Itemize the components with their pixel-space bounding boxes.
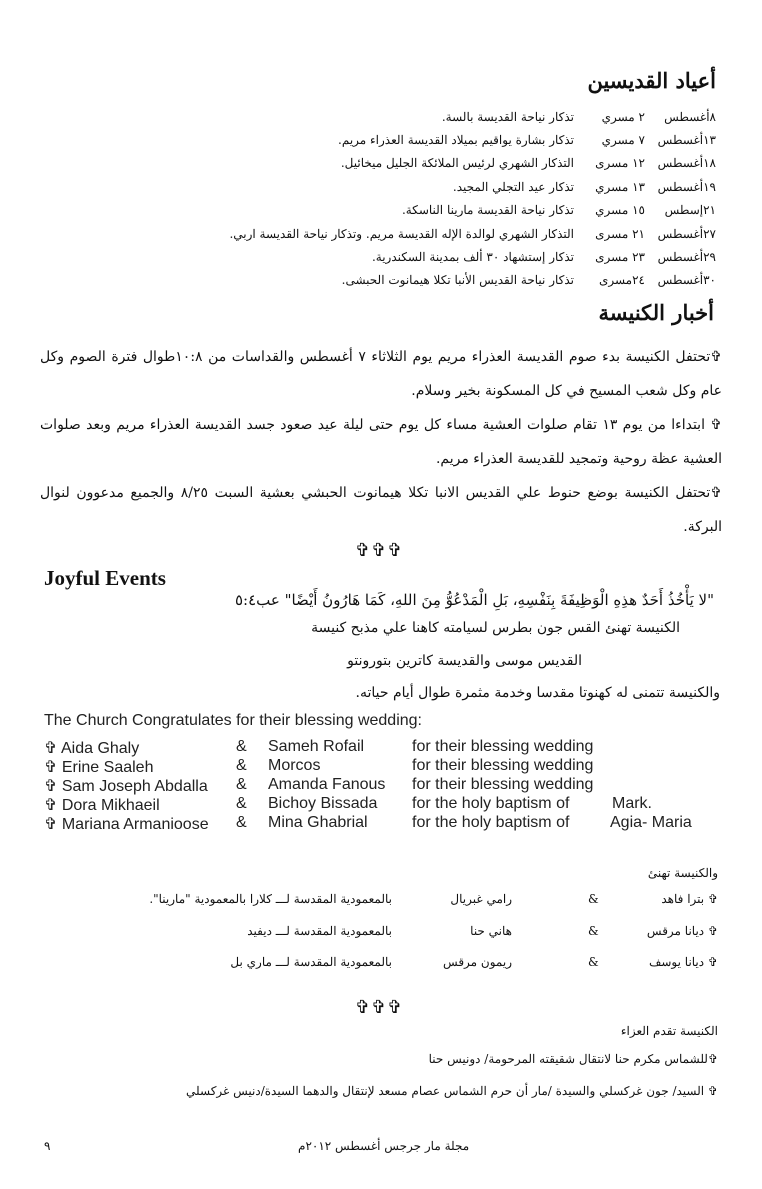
crosses-divider: ✞✞✞ [355, 540, 404, 561]
congrats-name-2: Morcos [268, 757, 321, 774]
ordination-line: القديس موسى والقديسة كاترين بتورونتو [347, 653, 582, 669]
ar-congrats-name-2: هاني حنا [470, 924, 512, 938]
congrats-child: Mark. [612, 795, 652, 812]
feast-event: تذكار عيد التجلي المجيد. [452, 180, 574, 194]
cross-icon: ✞ [704, 417, 723, 433]
feast-coptic-date: ٢ مسري [601, 110, 645, 124]
ampersand: & [588, 924, 599, 938]
cross-icon: ✞ [710, 485, 722, 501]
feast-gregorian-date: ٢٧أغسطس [657, 227, 716, 241]
congrats-occasion: for their blessing wedding [412, 776, 594, 793]
congrats-name-2: Mina Ghabrial [268, 814, 368, 831]
congrats-occasion: for their blessing wedding [412, 738, 594, 755]
ampersand: & [236, 795, 247, 812]
condolence-title: الكنيسة تقدم العزاء [620, 1024, 718, 1038]
feast-gregorian-date: ٢٩أغسطس [657, 250, 716, 264]
congrats-child: Agia- Maria [610, 814, 692, 831]
congrats-occasion: for the holy baptism of [412, 795, 570, 812]
feast-coptic-date: ١٢ مسرى [595, 156, 645, 170]
news-item [40, 340, 722, 408]
ampersand: & [236, 776, 247, 793]
feast-gregorian-date: ١٣أغسطس [657, 133, 716, 147]
feast-gregorian-date: ١٩أغسطس [657, 180, 716, 194]
ar-congrats-name-1: ✞ بترا فاهد [661, 892, 718, 906]
ordination-line: الكنيسة تهنئ القس جون بطرس لسيامته كاهنا علي مذبح كنيسة [311, 620, 680, 636]
news-item [40, 408, 722, 476]
feast-gregorian-date: ٢١إسطس [664, 203, 716, 217]
congrats-name-1: ✞ Mariana Armanioose [44, 816, 209, 833]
ar-congrats-occasion: بالمعمودية المقدسة لـــ ماري بل [230, 955, 392, 969]
news-title: أخبار الكنيسة [598, 300, 714, 325]
ampersand: & [588, 955, 599, 969]
crosses-divider: ✞✞✞ [355, 997, 404, 1018]
ar-congrats-occasion: بالمعمودية المقدسة لـــ كلارا بالمعمودية "مارينا". [149, 892, 392, 906]
feast-coptic-date: ١٥ مسري [595, 203, 645, 217]
ampersand: & [236, 814, 247, 831]
congrats-occasion: for their blessing wedding [412, 757, 594, 774]
page-number: ٩ [44, 1139, 51, 1153]
joyful-title: Joyful Events [44, 566, 166, 590]
condolence-item: ✞ السيد/ جون غركسلي والسيدة /مار أن حرم الشماس عصام مسعد لإنتقال والدهما السيدة/دنيس غركسلي [186, 1084, 718, 1098]
feast-coptic-date: ٢٣ مسرى [595, 250, 645, 264]
cross-icon: ✞ [710, 349, 722, 365]
congrats-occasion: for the holy baptism of [412, 814, 570, 831]
feasts-title: أعياد القديسين [587, 68, 716, 93]
ar-congrats-name-1: ✞ ديانا يوسف [648, 955, 718, 969]
congrats-name-1: ✞ Erine Saaleh [44, 759, 154, 776]
news-item [40, 476, 722, 544]
congrats-name-2: Sameh Rofail [268, 738, 365, 755]
feast-gregorian-date: ١٨أغسطس [657, 156, 716, 170]
verse: "لا يَأْخُذُ أَحَدٌ هذِهِ الْوَظِيفَةَ بِنَفْسِهِ، بَلِ الْمَدْعُوُّ مِنَ اللهِ، كَمَا هَارُونُ أَيْضًا" عب٥:٤ [234, 591, 714, 609]
congrats-name-1: ✞ Sam Joseph Abdalla [44, 778, 208, 795]
feast-event: تذكار بشارة يواقيم بميلاد القديسة العذراء مريم. [338, 133, 574, 147]
feast-gregorian-date: ٣٠أغسطس [657, 273, 716, 287]
congrats-name-1: ✞ Aida Ghaly [44, 740, 140, 757]
feast-coptic-date: ١٣ مسري [595, 180, 645, 194]
congrats-name-2: Amanda Fanous [268, 776, 386, 793]
feast-coptic-date: ٧ مسري [601, 133, 645, 147]
news-text: تحتفل الكنيسة بدء صوم القديسة العذراء مريم يوم الثلاثاء ٧ أغسطس والقداسات من ١٠:٨طوال فترة الصوم وكل عام وكل شعب المسيح في كل المسكونة بخير وسلام. [40, 349, 722, 399]
footer-title: مجلة مار جرجس أغسطس ٢٠١٢م [298, 1139, 470, 1153]
ar-congrats-occasion: بالمعمودية المقدسة لـــ ديفيد [247, 924, 392, 938]
ar-congrats-name-2: رامي غبريال [450, 892, 512, 906]
feast-event: تذكار نياحة القديسة مارينا الناسكة. [401, 203, 574, 217]
ar-congrats-name-2: ريمون مرقس [443, 955, 512, 969]
news-text: ابتداءا من يوم ١٣ تقام صلوات العشية مساء كل يوم حتى ليلة عيد صعود جسد القديسة العذراء مريم وبعد صلوات العشية عظة روحية وتمجيد للقديسة العذراء مريم. [40, 417, 722, 467]
congrats-title: The Church Congratulates for their blessing wedding: [44, 712, 422, 729]
feast-coptic-date: ٢٤مسرى [598, 273, 645, 287]
feast-event: تذكار نياحة القديس الأنبا تكلا هيمانوت الحبشى. [341, 273, 574, 287]
ampersand: & [236, 738, 247, 755]
feast-event: تذكار نياحة القديسة بالسة. [441, 110, 574, 124]
ar-congrats-title: والكنيسة تهنئ [647, 866, 718, 880]
feast-event: تذكار إستشهاد ٣٠ ألف بمدينة السكندرية. [371, 250, 574, 264]
ampersand: & [588, 892, 599, 906]
feast-gregorian-date: ٨أغسطس [664, 110, 716, 124]
ampersand: & [236, 757, 247, 774]
condolence-item: ✞للشماس مكرم حنا لانتقال شقيقته المرحومة/ دونيس حنا [428, 1052, 718, 1066]
feast-coptic-date: ٢١ مسرى [595, 227, 645, 241]
feast-event: التذكار الشهري لرئيس الملائكة الجليل ميخائيل. [340, 156, 574, 170]
news-text: تحتفل الكنيسة بوضع حنوط علي القديس الانبا تكلا هيمانوت الحبشي بعشية السبت ٨/٢٥ والجميع مدعوون لنوال البركة. [40, 485, 722, 535]
feast-event: التذكار الشهري لوالدة الإله القديسة مريم. وتذكار نياحة القديسة اربي. [229, 227, 574, 241]
ordination-line: والكنيسة تتمنى له كهنوتا مقدسا وخدمة مثمرة طوال أيام حياته. [355, 685, 720, 701]
ar-congrats-name-1: ✞ ديانا مرقس [646, 924, 718, 938]
congrats-name-1: ✞ Dora Mikhaeil [44, 797, 160, 814]
congrats-name-2: Bichoy Bissada [268, 795, 378, 812]
